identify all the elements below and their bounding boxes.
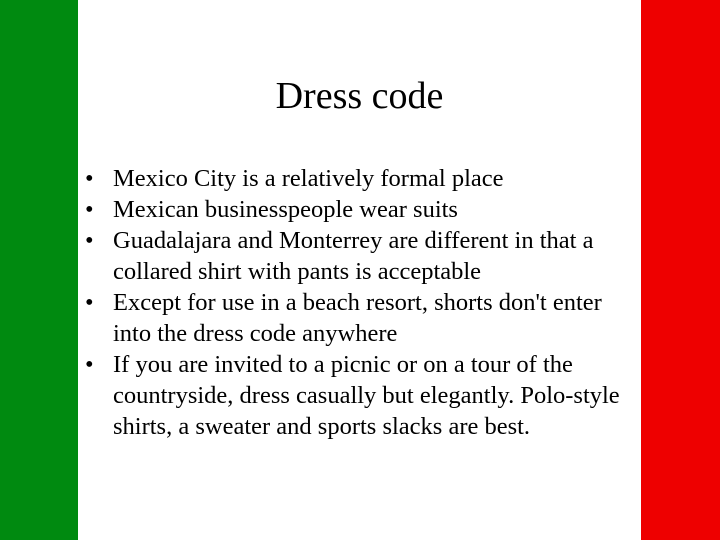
bullet-text: If you are invited to a picnic or on a tour of the countryside, dress casually but elegantly. Polo-style shirts, a sweater and sports slacks are best. [113,351,620,440]
bullet-item [84,225,636,287]
bullet-icon: • [85,165,94,192]
bullet-item [84,349,636,442]
bullet-item [84,163,636,194]
bullet-item [84,287,636,349]
bullet-text: Except for use in a beach resort, shorts don't enter into the dress code anywhere [113,289,602,347]
right-color-stripe [641,0,720,540]
bullet-icon: • [85,289,94,316]
bullet-item [84,194,636,225]
bullet-text: Mexico City is a relatively formal place [113,165,504,192]
bullet-text: Mexican businesspeople wear suits [113,196,458,223]
bullet-icon: • [85,351,94,378]
bullet-list [84,163,636,442]
bullet-icon: • [85,196,94,223]
left-color-stripe [0,0,78,540]
bullet-text: Guadalajara and Monterrey are different in that a collared shirt with pants is acceptable [113,227,594,285]
slide-title: Dress code [275,75,444,117]
bullet-icon: • [85,227,94,254]
